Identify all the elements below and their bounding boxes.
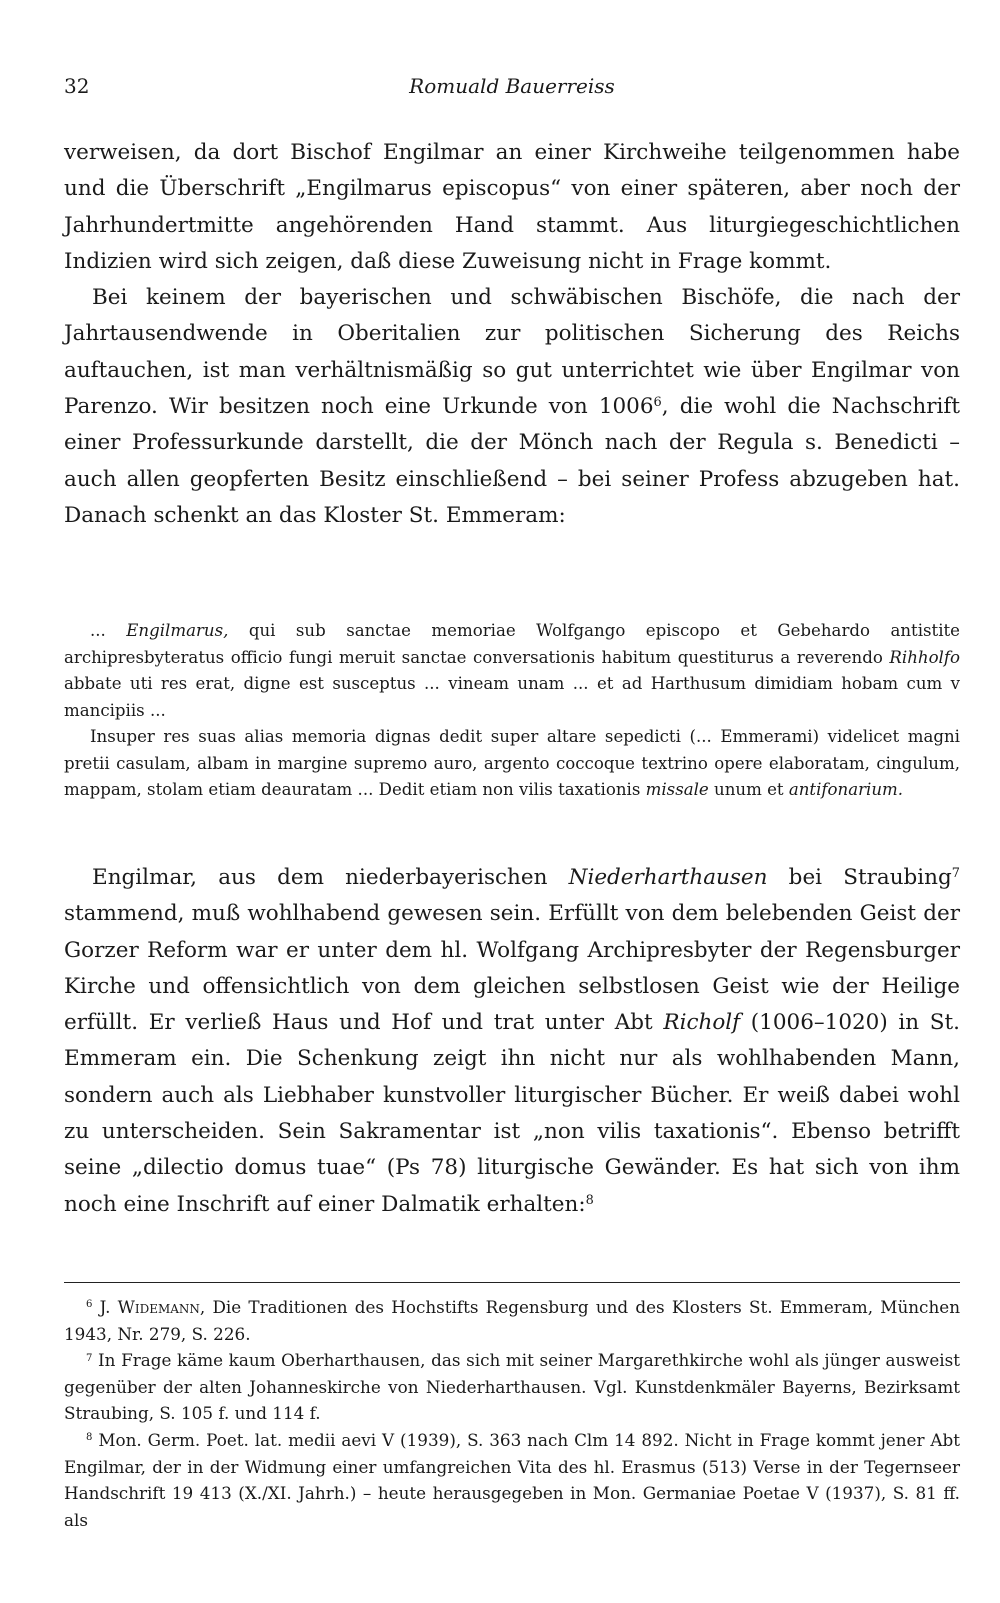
running-head: Romuald Bauerreiss (409, 74, 615, 98)
footnotes (64, 1294, 960, 1533)
footnote-ref-7[interactable]: 7 (951, 865, 960, 881)
latin-quotation (64, 618, 960, 804)
footnote-ref-8[interactable]: 8 (585, 1192, 594, 1208)
paragraph-1: verweisen, da dort Bischof Engilmar an einer Kirchweihe teilgenommen habe und die Überschrift „Engilmarus episcopus“ von einer späteren, aber noch der Jahrhundertmitte angehörenden Hand stammt. Aus liturgiegeschichtlichen Indizien wird sich zeigen, daß diese Zuweisung nicht in Frage kommt. (64, 140, 960, 274)
page-header (64, 74, 960, 104)
body-text-top (64, 135, 960, 534)
footnote-8: $^8$ Mon. Germ. Poet. lat. medii aevi V (1939), S. 363 nach Clm 14 892. Nicht in Frage kommt jener Abt Engilmar, der in der Widmung einer umfangreichen Vita des hl. Erasmus (513) Verse in der Tegernseer Handschrift 19 413 (X./XI. Jahrh.) – heute herausgegeben in Mon. Germaniae Poetae V (1937), S. 81 ff. als (64, 1429, 960, 1530)
footnote-6: $^6$ J. Widemann, Die Traditionen des Hochstifts Regensburg und des Klosters St. Emmeram, München 1943, Nr. 279, S. 226. (64, 1297, 961, 1344)
quote-paragraph-2: Insuper res suas alias memoria dignas dedit super altare sepedicti (... Emmerami) videlicet magni pretii casulam, albam in margine supremo auro, argento coccoque textrino opere elaboratam, cingulum, mappam, stolam etiam deauratam ... Dedit etiam non vilis taxationis missale unum et antifonarium. (64, 727, 960, 799)
footnote-rule (64, 1282, 960, 1283)
footnote-7: $^7$ In Frage käme kaum Oberharthausen, das sich mit seiner Margarethkirche wohl als jünger ausweist gegenüber der alten Johanneskirche von Niederharthausen. Vgl. Kunstdenkmäler Bayerns, Bezirksamt Straubing, S. 105 f. und 114 f. (64, 1350, 960, 1424)
paragraph-3: Engilmar, aus dem niederbayerischen Niederharthausen bei Straubing$^7$ stammend, muß wohlhabend gewesen sein. Erfüllt von dem belebenden Geist der Gorzer Reform war er unter dem hl. Wolfgang Archipresbyter der Regensburger Kirche und offensichtlich von dem gleichen selbstlosen Geist wie der Heilige erfüllt. Er verließ Haus und Hof und trat unter Abt Richolf (1006–1020) in St. Emmeram ein. Die Schenkung zeigt ihn nicht nur als wohlhabenden Mann, sondern auch als Liebhaber kunstvoller liturgischer Bücher. Er weiß dabei wohl zu unterscheiden. Sein Sakramentar ist „non vilis taxationis“. Ebenso betrifft seine „dilectio domus tuae“ (Ps 78) liturgische Gewänder. Es hat sich von ihm noch eine Inschrift auf einer Dalmatik erhalten:$^8$ (64, 865, 961, 1217)
page-number: 32 (64, 74, 90, 98)
body-text-bottom (64, 860, 960, 1223)
quote-paragraph-1: ... Engilmarus, qui sub sanctae memoriae Wolfgango episcopo et Gebehardo antistite archipresbyteratus officio fungi meruit sanctae conversationis habitum questiturus a reverendo Rihholfo abbate uti res erat, digne est susceptus ... vineam unam ... et ad Harthusum dimidiam hobam cum v mancipiis ... (64, 621, 960, 720)
paragraph-2: Bei keinem der bayerischen und schwäbischen Bischöfe, die nach der Jahrtausendwende in Oberitalien zur politischen Sicherung des Reichs auftauchen, ist man verhältnismäßig so gut unterrichtet wie über Engilmar von Parenzo. Wir besitzen noch eine Urkunde von 1006$^6$, die wohl die Nachschrift einer Professurkunde darstellt, die der Mönch nach der Regula s. Benedicti – auch allen geopferten Besitz einschließend – bei seiner Profess abzugeben hat. Danach schenkt an das Kloster St. Emmeram: (64, 285, 960, 528)
footnote-ref-6[interactable]: 6 (653, 394, 662, 410)
